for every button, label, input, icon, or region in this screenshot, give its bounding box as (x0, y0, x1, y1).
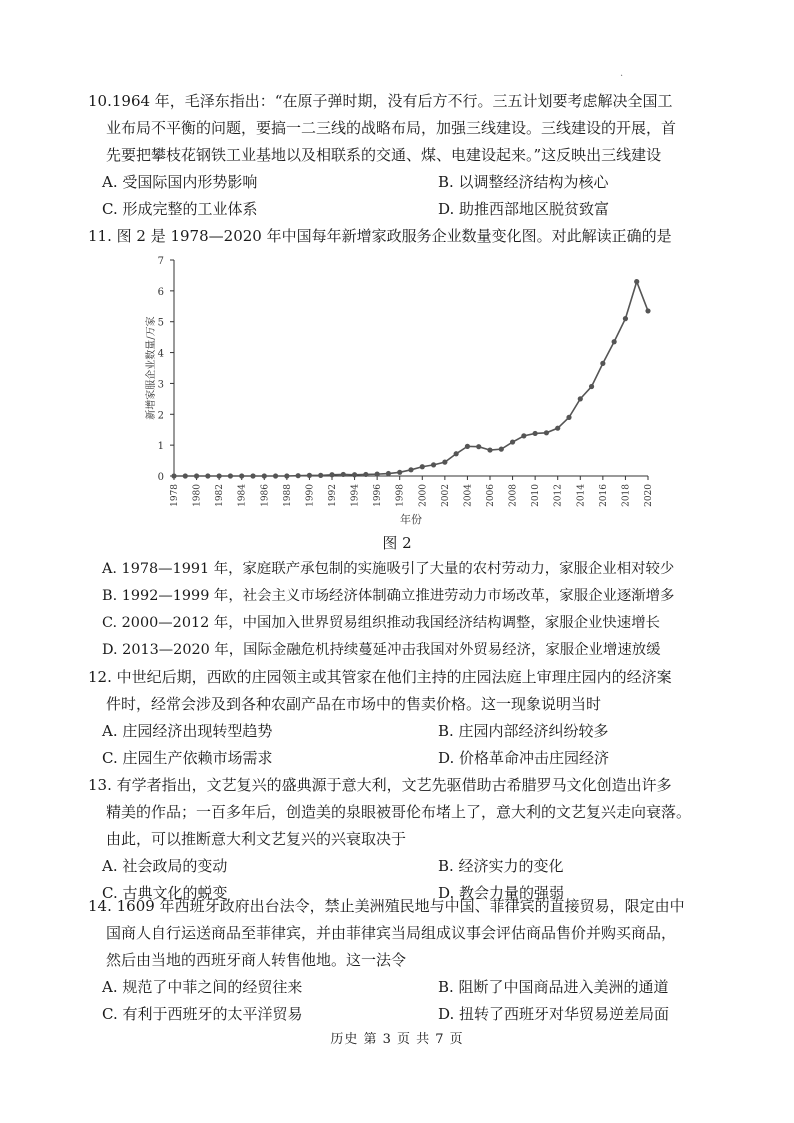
data-point (250, 473, 255, 478)
figure-2-chart (140, 252, 660, 532)
question-14-options-row-2 (88, 1001, 728, 1028)
question-11-option-c[interactable]: C. 2000—2012 年，中国加入世界贸易组织推动我国经济结构调整，家服企业快速增长 (102, 615, 660, 631)
data-point (612, 339, 617, 344)
question-10 (88, 88, 728, 223)
data-point (566, 415, 571, 420)
data-point (600, 361, 605, 366)
y-tick-label: 0 (157, 472, 164, 483)
y-tick-label: 4 (157, 348, 164, 360)
data-point (341, 472, 346, 477)
y-tick-label: 1 (157, 441, 164, 453)
question-14-stem-line-2: 国商人自行运送商品至菲律宾，并由菲律宾当局组成议事会评估商品售价并购买商品， (106, 924, 677, 942)
x-tick-label: 2014 (576, 484, 587, 507)
data-point (499, 447, 504, 452)
question-12-stem-line-2: 件时，经常会涉及到各种农副产品在市场中的售卖价格。这一现象说明当时 (106, 695, 602, 713)
question-13-option-d[interactable]: D. 教会力量的强弱 (438, 884, 565, 902)
x-tick-label: 1986 (260, 484, 271, 507)
x-tick-label: 1978 (170, 484, 180, 507)
data-point (454, 451, 459, 456)
data-point (239, 473, 244, 478)
question-13-stem-line-3: 由此，可以推断意大利文艺复兴的兴衰取决于 (106, 830, 407, 848)
question-11-option-d[interactable]: D. 2013—2020 年，国际金融危机持续蔓延冲击我国对外贸易经济，家服企业增速放缓 (102, 642, 661, 658)
data-point (228, 473, 233, 478)
x-tick-label: 1982 (215, 484, 226, 507)
data-point (442, 460, 447, 465)
question-10-option-a[interactable]: A. 受国际国内形势影响 (102, 173, 258, 191)
question-14-option-c[interactable]: C. 有利于西班牙的太平洋贸易 (102, 1005, 303, 1023)
y-tick-label: 6 (157, 286, 164, 298)
x-tick-label: 2020 (644, 484, 654, 507)
data-point (578, 396, 583, 401)
question-11-stem-text: 11. 图 2 是 1978—2020 年中国每年新增家政服务企业数量变化图。对此解读正确的是 (88, 227, 672, 245)
data-point (194, 473, 199, 478)
x-tick-label: 1998 (395, 484, 406, 507)
question-13-stem-line-1: 13. 有学者指出，文艺复兴的盛典源于意大利，文艺先驱借助古希腊罗马文化创造出许多 (88, 776, 672, 794)
x-tick-label: 1990 (305, 484, 316, 507)
data-point (465, 444, 470, 449)
question-13-option-a[interactable]: A. 社会政局的变动 (102, 857, 228, 875)
x-tick-label: 1980 (192, 484, 203, 507)
data-point (408, 467, 413, 472)
question-13-option-c[interactable]: C. 古典文化的蜕变 (102, 884, 228, 902)
data-point (205, 473, 210, 478)
page-footer: 历史 第 3 页 共 7 页 (330, 1032, 464, 1047)
data-point (487, 447, 492, 452)
question-10-options-row-1 (88, 169, 728, 196)
x-tick-label: 2010 (531, 484, 542, 507)
data-point (352, 472, 357, 477)
x-tick-label: 1994 (350, 484, 361, 507)
data-point (363, 472, 368, 477)
question-14-options-row-1 (88, 974, 728, 1001)
line-chart-svg (140, 252, 660, 532)
x-tick-label: 2018 (621, 484, 632, 507)
data-point (397, 470, 402, 475)
question-12-options-row-2 (88, 745, 728, 772)
question-13-stem-line-2: 精美的作品；一百多年后，创造美的泉眼被哥伦布堵上了，意大利的文艺复兴走向衰落。 (106, 803, 692, 821)
question-11-stem (88, 223, 728, 250)
question-14-option-d[interactable]: D. 扭转了西班牙对华贸易逆差局面 (438, 1005, 670, 1023)
question-12-option-d[interactable]: D. 价格革命冲击庄园经济 (438, 749, 610, 767)
question-13-option-b[interactable]: B. 经济实力的变化 (438, 857, 564, 875)
data-point (533, 431, 538, 436)
data-point (318, 473, 323, 478)
question-10-stem-line-3: 先要把攀枝花钢铁工业基地以及相联系的交通、煤、电建设起来。”这反映出三线建设 (106, 146, 662, 164)
x-tick-label: 1988 (282, 484, 293, 507)
y-tick-label: 2 (157, 410, 164, 422)
data-point (329, 472, 334, 477)
x-tick-label: 2008 (508, 484, 519, 507)
question-10-stem-line-1: 10.1964 年，毛泽东指出：“在原子弹时期，没有后方不行。三五计划要考虑解决全国工 (88, 92, 673, 110)
data-point (420, 464, 425, 469)
data-point (521, 433, 526, 438)
x-tick-label: 2006 (486, 484, 496, 507)
data-point (476, 444, 481, 449)
question-13-options-row-1 (88, 853, 728, 880)
x-tick-label: 1984 (237, 484, 248, 507)
data-point (273, 473, 278, 478)
question-14-option-a[interactable]: A. 规范了中菲之间的经贸往来 (102, 978, 303, 996)
question-11-option-b[interactable]: B. 1992—1999 年，社会主义市场经济体制确立推进劳动力市场改革，家服企业逐渐增多 (102, 588, 675, 604)
scan-dot: . (620, 68, 624, 79)
data-point (544, 430, 549, 435)
x-tick-label: 2016 (598, 484, 609, 507)
question-14-stem-line-1: 14. 1609 年西班牙政府出台法令，禁止美洲殖民地与中国、菲律宾的直接贸易，限定由中 (88, 897, 685, 915)
data-point (623, 316, 628, 321)
question-12 (88, 664, 728, 772)
data-point (555, 426, 560, 431)
data-point (217, 473, 222, 478)
series-line (174, 282, 648, 476)
x-tick-label: 1992 (328, 484, 338, 507)
question-10-option-c[interactable]: C. 形成完整的工业体系 (102, 200, 258, 218)
y-axis-label: 新增家服企业数量/万家 (146, 316, 157, 420)
data-point (634, 279, 639, 284)
x-tick-label: 2002 (440, 484, 451, 507)
x-tick-label: 1996 (373, 484, 384, 507)
question-13 (88, 772, 728, 907)
x-axis-label: 年份 (400, 513, 422, 526)
data-point (510, 439, 515, 444)
question-10-stem-line-2: 业布局不平衡的问题，要搞一二三线的战略布局，加强三线建设。三线建设的开展，首 (106, 119, 677, 137)
question-10-option-d[interactable]: D. 助推西部地区脱贫致富 (438, 200, 610, 218)
y-tick-label: 7 (157, 256, 164, 267)
data-point (386, 471, 391, 476)
data-point (284, 473, 289, 478)
question-11-option-a[interactable]: A. 1978—1991 年，家庭联产承包制的实施吸引了大量的农村劳动力，家服企业相对较少 (102, 561, 675, 577)
data-point (171, 473, 176, 478)
question-14 (88, 893, 728, 1028)
question-11-options (88, 556, 728, 664)
data-point (296, 473, 301, 478)
x-tick-label: 2012 (553, 484, 564, 507)
question-12-options-row-1 (88, 718, 728, 745)
question-14-option-b[interactable]: B. 阻断了中国商品进入美洲的通道 (438, 978, 669, 996)
question-10-options-row-2 (88, 196, 728, 223)
data-point (645, 308, 650, 313)
question-12-stem-line-1: 12. 中世纪后期，西欧的庄园领主或其管家在他们主持的庄园法庭上审理庄园内的经济案 (88, 668, 672, 686)
question-12-option-b[interactable]: B. 庄园内部经济纠纷较多 (438, 722, 609, 740)
x-tick-label: 2000 (418, 484, 429, 507)
data-point (262, 473, 267, 478)
question-12-option-a[interactable]: A. 庄园经济出现转型趋势 (102, 722, 273, 740)
question-10-option-b[interactable]: B. 以调整经济结构为核心 (438, 173, 609, 191)
data-point (307, 473, 312, 478)
y-tick-label: 5 (157, 317, 164, 329)
question-14-stem-line-3: 然后由当地的西班牙商人转售他地。这一法令 (106, 951, 407, 969)
figure-caption: 图 2 (382, 534, 412, 552)
question-12-option-c[interactable]: C. 庄园生产依赖市场需求 (102, 749, 273, 767)
y-tick-label: 3 (157, 379, 164, 391)
data-point (375, 472, 380, 477)
x-tick-label: 2004 (463, 484, 474, 507)
data-point (183, 473, 188, 478)
data-point (589, 384, 594, 389)
data-point (431, 462, 436, 467)
